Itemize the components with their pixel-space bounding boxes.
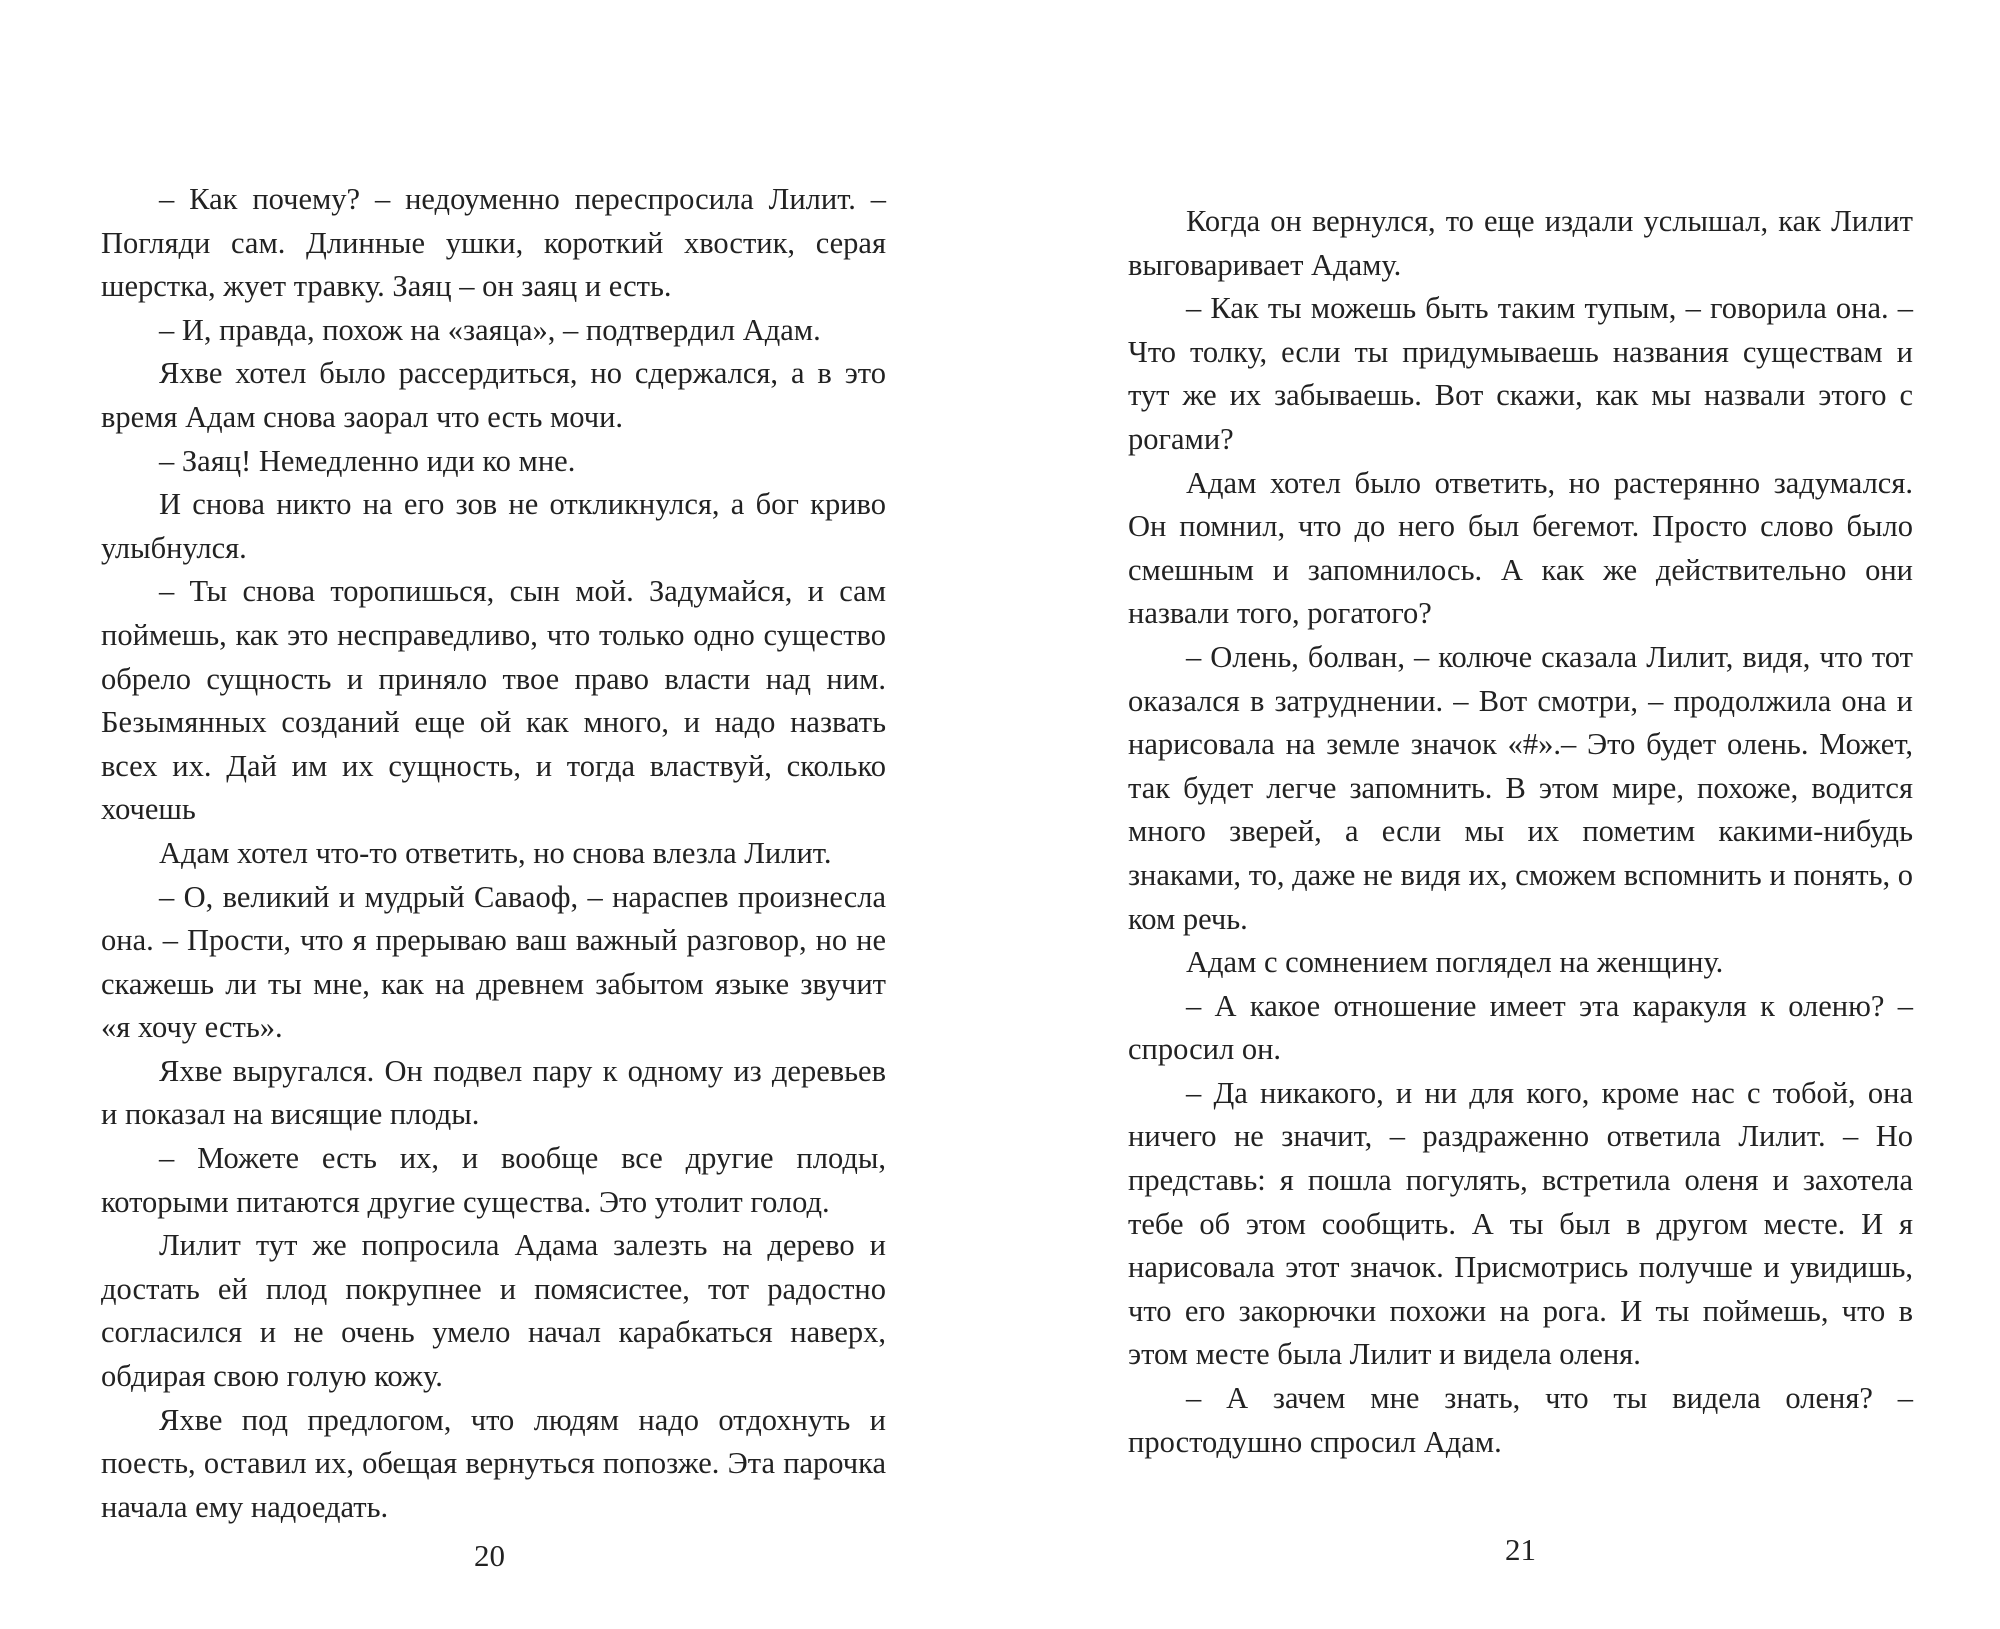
page-number-left: 20 — [474, 1538, 505, 1573]
paragraph: – И, правда, похож на «заяца», – подтвердил Адам. — [159, 312, 821, 347]
paragraph: Яхве выругался. Он подвел пару к одному из деревьев и показал на висящие плоды. — [101, 1053, 886, 1132]
paragraph: Яхве хотел было рассердиться, но сдержался, а в это время Адам снова заорал что есть мочи. — [101, 356, 886, 434]
paragraph: Яхве под предлогом, что людям надо отдохнуть и поесть, оставил их, обещая вернуться попозже. Эта парочка начала ему надоедать. — [101, 1402, 886, 1524]
paragraph: Адам с сомнением поглядел на женщину. — [1186, 945, 1724, 980]
paragraph: Адам хотел было ответить, но растерянно задумался. Он помнил, что до него был бегемот. Просто слово было смешным и запомнилось. А как же действительно они назвали того, рогатого? — [1128, 465, 1913, 631]
right-page — [1000, 0, 2000, 1629]
paragraph: – Как ты можешь быть таким тупым, – говорила она. – Что толку, если ты придумываешь названия существам и тут же их забываешь. Вот скажи, как мы назвали этого с рогами? — [1128, 291, 1913, 456]
page-number-right: 21 — [1505, 1532, 1536, 1567]
paragraph: – Олень, болван, – колюче сказала Лилит, видя, что тот оказался в затруднении. – Вот смотри, – продолжила она и нарисовала на земле значок «#».– Это будет олень. Может, так будет легче запомнить. В этом мире, похоже, водится много зверей, а если мы их пометим какими-нибудь знаками, то, даже не видя их, сможем вспомнить и понять, о ком речь. — [1128, 639, 1913, 936]
paragraph: – Да никакого, и ни для кого, кроме нас с тобой, она ничего не значит, – раздраженно ответила Лилит. – Но представь: я пошла погулять, встретила оленя и захотела тебе об этом сообщить. А ты был в другом месте. И я нарисовала этот значок. Присмотрись получше и увидишь, что его закорючки похожи на рога. И ты поймешь, что в этом месте была Лилит и видела оленя. — [1128, 1075, 1913, 1372]
paragraph: Когда он вернулся, то еще издали услышал, как Лилит выговаривает Адаму. — [1128, 204, 1913, 282]
paragraph: И снова никто на его зов не откликнулся, а бог криво улыбнулся. — [101, 487, 886, 565]
paragraph: – Как почему? – недоуменно переспросила Лилит. – Погляди сам. Длинные ушки, короткий хвостик, серая шерстка, жует травку. Заяц – он заяц и есть. — [101, 182, 886, 304]
left-page-text — [101, 178, 886, 1529]
paragraph: – Ты снова торопишься, сын мой. Задумайся, и сам поймешь, как это несправедливо, что только одно существо обрело сущность и приняло твое право власти над ним. Безымянных созданий еще ой как много, и надо назвать всех их. Дай им их сущность, и тогда властвуй, сколько хочешь — [101, 574, 886, 827]
paragraph: – Заяц! Немедленно иди ко мне. — [159, 443, 576, 478]
paragraph: – А какое отношение имеет эта каракуля к оленю? – спросил он. — [1128, 988, 1913, 1067]
paragraph: – Можете есть их, и вообще все другие плоды, которыми питаются другие существа. Это утолит голод. — [101, 1141, 886, 1219]
paragraph: Адам хотел что-то ответить, но снова влезла Лилит. — [159, 835, 832, 870]
paragraph: – О, великий и мудрый Саваоф, – нараспев произнесла она. – Прости, что я прерываю ваш важный разговор, но не скажешь ли ты мне, как на древнем забытом языке звучит «я хочу есть». — [101, 879, 886, 1045]
paragraph: – А зачем мне знать, что ты видела оленя? – простодушно спросил Адам. — [1128, 1381, 1913, 1459]
paragraph: Лилит тут же попросила Адама залезть на дерево и достать ей плод покрупнее и помясистее, тот радостно согласился и не очень умело начал карабкаться наверх, обдирая свою голую кожу. — [101, 1228, 886, 1394]
right-page-text — [1128, 200, 1913, 1464]
